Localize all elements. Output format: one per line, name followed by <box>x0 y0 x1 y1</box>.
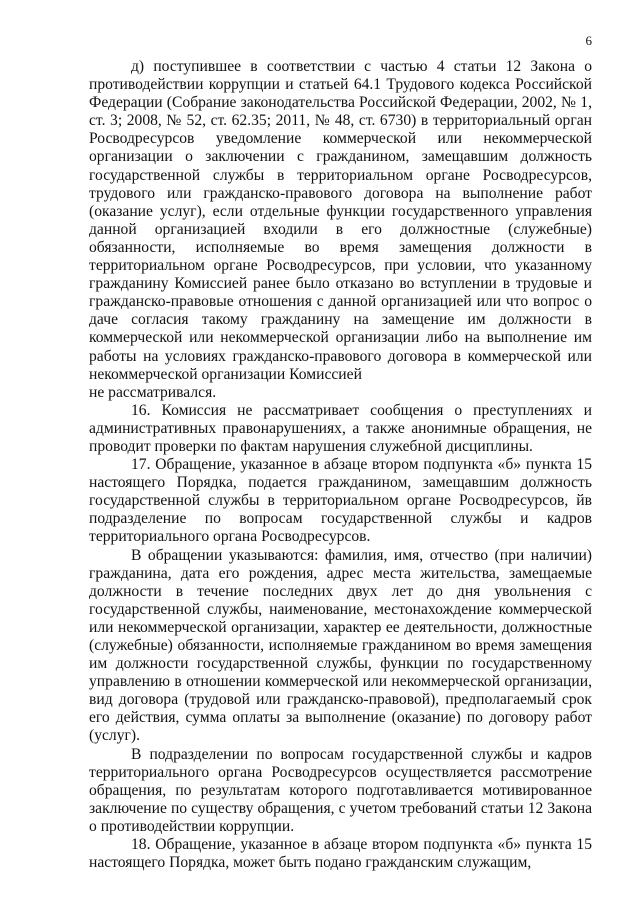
paragraph-appeal-review: В подразделении по вопросам государственной службы и кадров территориального органа Росводресурсов осуществляется рассмотрение обращения, по результатам которого подготавливается мотивированное заключение по существу обращения, с учетом требований статьи 12 Закона о противодействии коррупции. <box>89 745 592 835</box>
paragraph-text: д) поступившее в соответствии с частью 4 статьи 12 Закона о противодействии коррупции и статьей 64.1 Трудового кодекса Российской Федерации (Собрание законодательства Российской Федерации, 2002, № 1, ст. 3; 2008, № 52, ст. 62.35; 2011, № 48, ст. 6730) в территориальный орган Росводресурсов уведомление коммерческой или некоммерческой организации о заключении с гражданином, замещавшим должность государственной службы в территориальном органе Росводресурсов, трудового или гражданско-правового договора на выполнение работ (оказание услуг), если отдельные функции государственного управления данной организацией входили в его должностные (служебные) обязанности, исполняемые во время замещения должности в территориальном органе Росводресурсов, при условии, что указанному гражданину Комиссией ранее было отказано во вступлении в трудовые и гражданско-правовые отношения с данной организацией или что вопрос о даче согласия такому гражданину на замещение им должности в коммерческой или некоммерческой организации либо на выполнение им работы на условиях гражданско-правового договора в коммерческой или некоммерческой организации Комиссией <box>89 58 592 383</box>
document-body <box>89 58 592 872</box>
paragraph-appeal-contents: В обращении указываются: фамилия, имя, отчество (при наличии) гражданина, дата его рождения, адрес места жительства, замещаемые должности в течение последних двух лет до дня увольнения с государственной службы, наименование, местонахождение коммерческой или некоммерческой организации, характер ее деятельности, должностные (служебные) обязанности, исполняемые гражданином во время замещения им должности государственной службы, функции по государственному управлению в отношении коммерческой или некоммерческой организации, вид договора (трудовой или гражданско-правовой), предполагаемый срок его действия, сумма оплаты за выполнение (оказание) по договору работ (услуг). <box>89 546 592 745</box>
paragraph-16: 16. Комиссия не рассматривает сообщения о преступлениях и административных правонарушениях, а также анонимные обращения, не проводит проверки по фактам нарушения служебной дисциплины. <box>89 401 592 455</box>
page-number: 6 <box>585 33 592 48</box>
paragraph-18: 18. Обращение, указанное в абзаце втором подпункта «б» пункта 15 настоящего Порядка, может быть подано гражданским служащим, <box>89 836 592 872</box>
paragraph-17: 17. Обращение, указанное в абзаце втором подпункта «б» пункта 15 настоящего Порядка, подается гражданином, замещавшим должность государственной службы в территориальном органе Росводресурсов, йв подразделение по вопросам государственной службы и кадров территориального органа Росводресурсов. <box>89 456 592 546</box>
paragraph-tail: не рассматривался. <box>89 383 217 401</box>
paragraph-item-d <box>89 58 592 402</box>
